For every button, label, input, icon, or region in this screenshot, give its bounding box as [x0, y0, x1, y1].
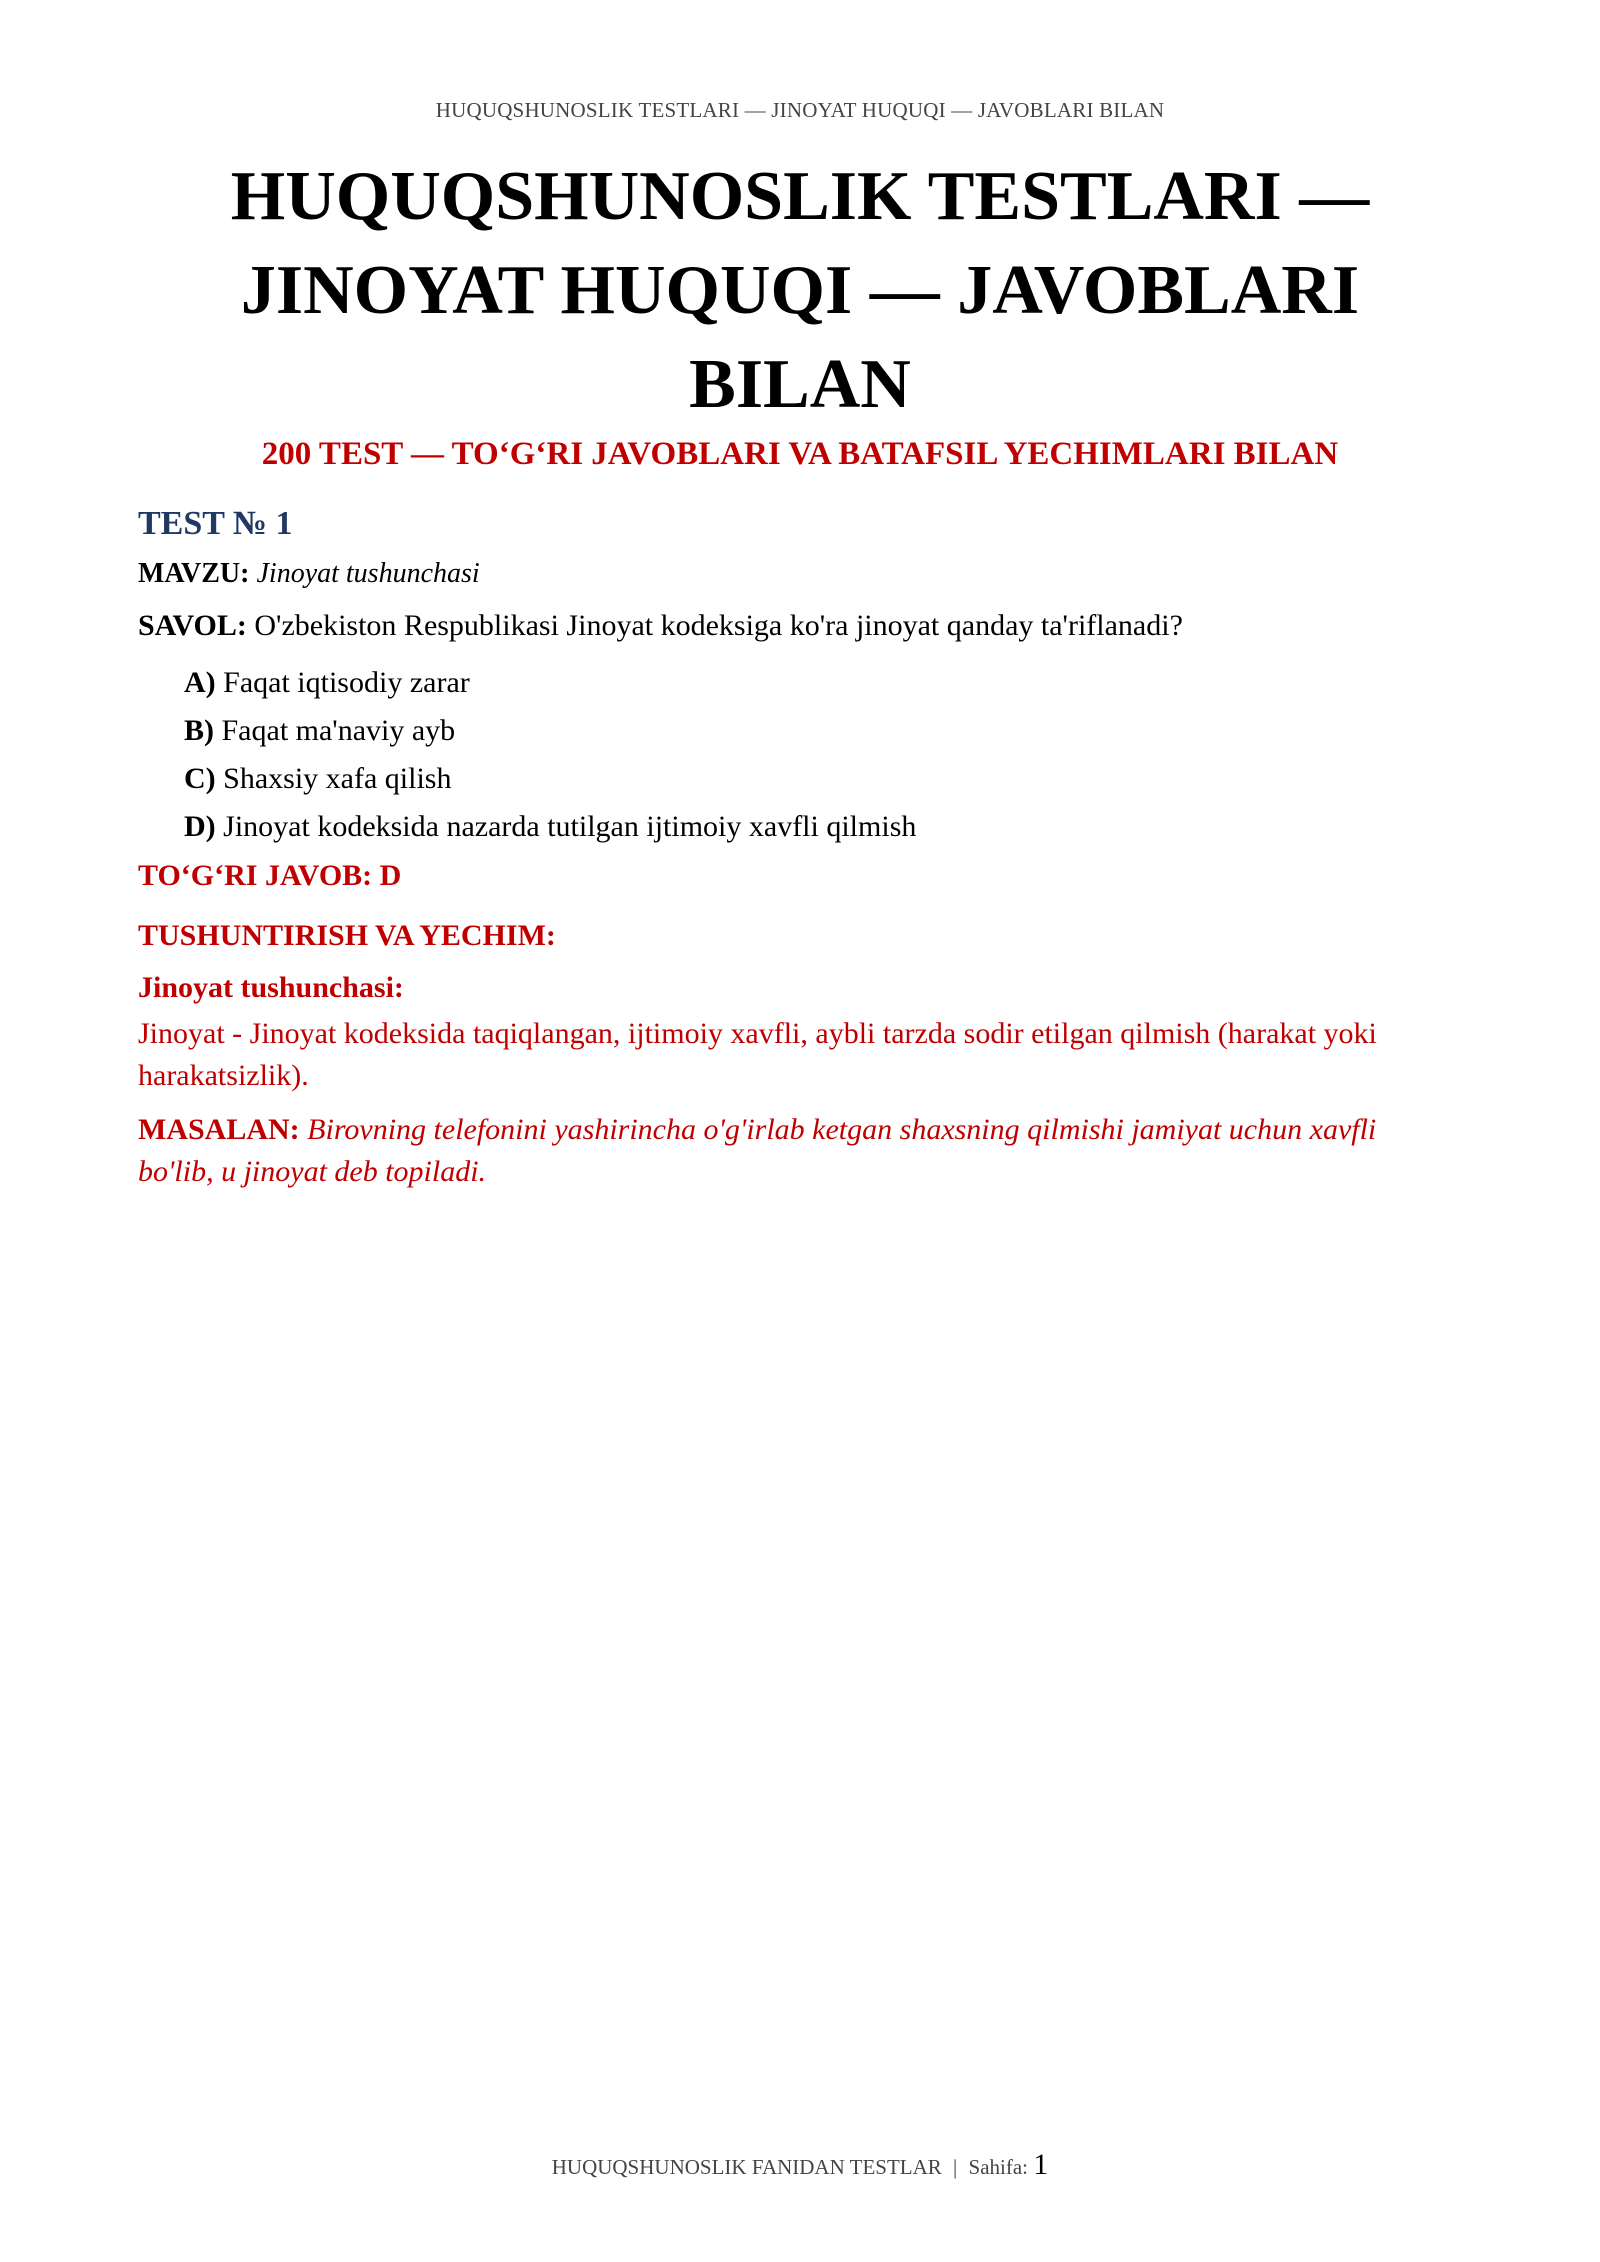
- example-label: MASALAN:: [138, 1113, 300, 1146]
- option-a: [184, 659, 1438, 707]
- concept-text: Jinoyat - Jinoyat kodeksida taqiqlangan, ijtimoiy xavfli, aybli tarzda sodir etilgan qilmish (harakat yoki harakatsizlik).: [138, 1017, 1377, 1092]
- topic-line: [138, 555, 1438, 593]
- running-header: HUQUQSHUNOSLIK TESTLARI — JINOYAT HUQUQI — JAVOBLARI BILAN: [435, 98, 1165, 122]
- option-d: [184, 803, 1438, 851]
- explanation-heading: TUSHUNTIRISH VA YECHIM:: [138, 919, 556, 952]
- footer-separator: |: [953, 2155, 958, 2179]
- correct-answer: TO‘G‘RI JAVOB: D: [138, 859, 402, 892]
- page-label: Sahifa:: [968, 2155, 1028, 2179]
- option-letter: A): [184, 666, 216, 699]
- example-paragraph: [138, 1109, 1438, 1193]
- question-text: O'zbekiston Respublikasi Jinoyat kodeksiga ko'ra jinoyat qanday ta'riflanadi?: [254, 609, 1183, 642]
- option-letter: D): [184, 810, 216, 843]
- topic-value: Jinoyat tushunchasi: [256, 558, 480, 589]
- option-b: [184, 707, 1438, 755]
- document-title: HUQUQSHUNOSLIK TESTLARI — JINOYAT HUQUQI — JAVOBLARI BILAN: [230, 158, 1370, 423]
- option-text: Faqat ma'naviy ayb: [221, 714, 456, 747]
- option-text: Faqat iqtisodiy zarar: [223, 666, 470, 699]
- test-heading: TEST № 1: [138, 505, 293, 542]
- footer-label: HUQUQSHUNOSLIK FANIDAN TESTLAR: [551, 2155, 942, 2179]
- option-c: [184, 755, 1438, 803]
- page-number: 1: [1033, 2148, 1049, 2181]
- option-letter: B): [184, 714, 214, 747]
- answer-options: [184, 659, 1438, 851]
- question-label: SAVOL:: [138, 609, 247, 642]
- example-text: Birovning telefonini yashirincha o'g'irlab ketgan shaxsning qilmishi jamiyat uchun xavfli bo'lib, u jinoyat deb topiladi.: [138, 1113, 1377, 1188]
- option-text: Shaxsiy xafa qilish: [223, 762, 452, 795]
- option-letter: C): [184, 762, 216, 795]
- topic-label: MAVZU:: [138, 558, 250, 589]
- page-footer: [0, 2148, 1600, 2182]
- test-block: [138, 505, 1438, 1205]
- concept-heading: Jinoyat tushunchasi:: [138, 971, 404, 1004]
- option-text: Jinoyat kodeksida nazarda tutilgan ijtimoiy xavfli qilmish: [223, 810, 917, 843]
- document-subtitle: 200 TEST — TO‘G‘RI JAVOBLARI VA BATAFSIL YECHIMLARI BILAN: [261, 436, 1339, 472]
- question-line: [138, 607, 1438, 645]
